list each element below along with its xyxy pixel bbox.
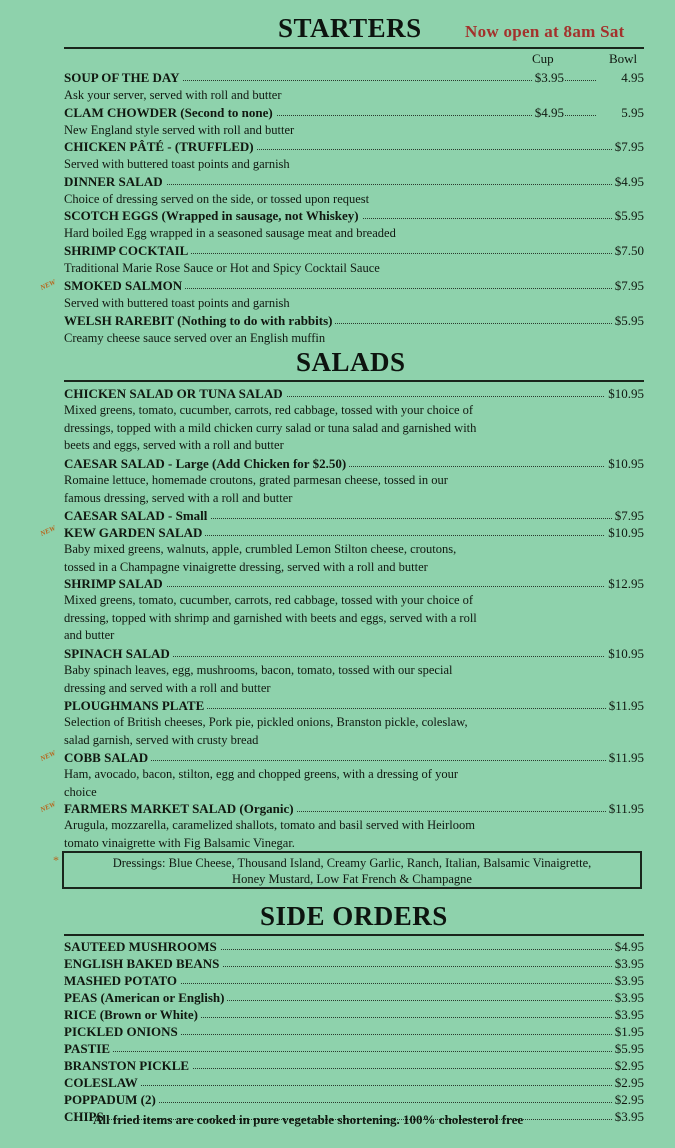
- menu-item: [64, 801, 644, 817]
- menu-item: [64, 456, 644, 472]
- menu-item: [64, 1058, 644, 1074]
- item-description: Selection of British cheeses, Pork pie, pickled onions, Branston pickle, coleslaw, salad garnish, served with crusty bread: [64, 715, 468, 747]
- item-price: $10.95: [605, 386, 644, 402]
- item-price: $3.95: [612, 956, 644, 972]
- new-badge: NEW: [39, 749, 57, 763]
- item-price: $10.95: [605, 456, 644, 472]
- item-description: Mixed greens, tomato, cucumber, carrots, red cabbage, tossed with your choice of dressings, topped with a mild chicken curry salad or tuna salad and garnished with beets and eggs, served with a roll and butter: [64, 403, 477, 452]
- menu-item: [64, 1024, 644, 1040]
- menu-item: [64, 525, 644, 541]
- asterisk-icon: *: [53, 853, 59, 867]
- item-description: Romaine lettuce, homemade croutons, grated parmesan cheese, tossed in our famous dressing, served with a roll and butter: [64, 473, 448, 505]
- item-description: Arugula, mozzarella, caramelized shallots, tomato and basil served with Heirloom tomato vinaigrette with Fig Balsamic Vinegar.: [64, 818, 475, 850]
- item-name: CHICKEN SALAD OR TUNA SALAD: [64, 386, 286, 402]
- item-price: $7.50: [612, 243, 644, 259]
- menu-item: [64, 698, 644, 714]
- side-orders-title: SIDE ORDERS: [260, 901, 448, 931]
- item-price: $5.95: [612, 1041, 644, 1057]
- menu-item: [64, 1092, 644, 1108]
- menu-item: [64, 576, 644, 592]
- menu-item: [64, 243, 644, 259]
- item-price: $1.95: [612, 1024, 644, 1040]
- salads-rule: [64, 380, 644, 382]
- item-description: Choice of dressing served on the side, or tossed upon request: [64, 192, 370, 206]
- item-description: Baby spinach leaves, egg, mushrooms, bacon, tomato, tossed with our special dressing and served with a roll and butter: [64, 663, 453, 695]
- item-description: Mixed greens, tomato, cucumber, carrots, red cabbage, tossed with your choice of dressing, topped with shrimp and garnished with beets and eggs, served with a roll and butter: [64, 593, 477, 642]
- starters-title: STARTERS: [278, 13, 422, 43]
- menu-item: [64, 174, 644, 190]
- item-name: SHRIMP COCKTAIL: [64, 243, 191, 259]
- item-price: $11.95: [606, 750, 644, 766]
- item-description: Ask your server, served with roll and butter: [64, 88, 282, 102]
- item-name: DINNER SALAD: [64, 174, 166, 190]
- item-price: $3.95: [612, 1007, 644, 1023]
- menu-item: [64, 70, 644, 86]
- menu-item: [64, 278, 644, 294]
- item-name: RICE (Brown or White): [64, 1007, 201, 1023]
- new-badge: NEW: [39, 800, 57, 814]
- item-name: COLESLAW: [64, 1075, 141, 1091]
- menu-item: [64, 646, 644, 662]
- item-name: SOUP OF THE DAY: [64, 70, 182, 86]
- item-name: SMOKED SALMON: [64, 278, 185, 294]
- item-name: BRANSTON PICKLE: [64, 1058, 192, 1074]
- opening-hours-note: Now open at 8am Sat: [465, 22, 625, 41]
- menu-item: [64, 105, 644, 121]
- item-name: PASTIE: [64, 1041, 113, 1057]
- item-price-bowl: 5.95: [596, 105, 644, 121]
- item-price: $10.95: [605, 646, 644, 662]
- item-price: $11.95: [606, 698, 644, 714]
- item-name: CHICKEN PÂTÉ - (TRUFFLED): [64, 139, 257, 155]
- bowl-column-header: Bowl: [609, 51, 638, 66]
- footer-note: All fried items are cooked in pure vegetable shortening. 100% cholesterol free: [93, 1112, 524, 1127]
- item-price: $3.95: [612, 990, 644, 1006]
- item-price: $12.95: [605, 576, 644, 592]
- item-price: $7.95: [612, 139, 644, 155]
- item-name: KEW GARDEN SALAD: [64, 525, 205, 541]
- item-name: SAUTEED MUSHROOMS: [64, 939, 220, 955]
- side-orders-rule: [64, 934, 644, 936]
- item-description: Served with buttered toast points and garnish: [64, 296, 290, 310]
- item-name: SCOTCH EGGS (Wrapped in sausage, not Whiskey): [64, 208, 362, 224]
- item-price: $5.95: [612, 208, 644, 224]
- menu-item: [64, 313, 644, 329]
- item-description: Traditional Marie Rose Sauce or Hot and Spicy Cocktail Sauce: [64, 261, 380, 275]
- item-description: Baby mixed greens, walnuts, apple, crumbled Lemon Stilton cheese, croutons, tossed in a Champagne vinaigrette dressing, served with a roll and butter: [64, 542, 457, 574]
- item-price: $10.95: [605, 525, 644, 541]
- menu-item: [64, 139, 644, 155]
- menu-item: [64, 956, 644, 972]
- item-name: WELSH RAREBIT (Nothing to do with rabbits): [64, 313, 335, 329]
- item-price-cup: $4.95: [532, 105, 564, 121]
- item-name: CHIPS: [64, 1109, 107, 1125]
- item-name: SHRIMP SALAD: [64, 576, 166, 592]
- item-price: $2.95: [612, 1058, 644, 1074]
- item-price: $11.95: [606, 801, 644, 817]
- menu-item: [64, 508, 644, 524]
- menu-item: [64, 208, 644, 224]
- item-price: $2.95: [612, 1092, 644, 1108]
- item-description: Creamy cheese sauce served over an English muffin: [64, 331, 326, 345]
- salads-title: SALADS: [296, 347, 406, 377]
- dressings-line: Dressings: Blue Cheese, Thousand Island, Creamy Garlic, Ranch, Italian, Balsamic Vinaigrette,: [112, 856, 592, 870]
- item-price: $7.95: [612, 508, 644, 524]
- new-badge: NEW: [39, 524, 57, 538]
- item-name: PEAS (American or English): [64, 990, 227, 1006]
- new-badge: NEW: [39, 278, 57, 292]
- item-price-cup: $3.95: [532, 70, 564, 86]
- menu-item: [64, 1041, 644, 1057]
- item-name: SPINACH SALAD: [64, 646, 173, 662]
- item-price: $3.95: [612, 973, 644, 989]
- item-description: Served with buttered toast points and garnish: [64, 157, 290, 171]
- item-price: $4.95: [612, 174, 644, 190]
- item-name: MASHED POTATO: [64, 973, 180, 989]
- item-name: PICKLED ONIONS: [64, 1024, 181, 1040]
- item-name: PLOUGHMANS PLATE: [64, 698, 207, 714]
- item-price-bowl: 4.95: [596, 70, 644, 86]
- item-name: CAESAR SALAD - Large (Add Chicken for $2.50): [64, 456, 349, 472]
- item-description: Ham, avocado, bacon, stilton, egg and chopped greens, with a dressing of your choice: [64, 767, 458, 799]
- item-price: $3.95: [612, 1109, 644, 1125]
- dressings-box: [62, 851, 642, 889]
- item-price: $2.95: [612, 1075, 644, 1091]
- menu-item: [64, 386, 644, 402]
- item-name: FARMERS MARKET SALAD (Organic): [64, 801, 297, 817]
- menu-item: [64, 1007, 644, 1023]
- starters-rule: [64, 47, 644, 49]
- item-name: ENGLISH BAKED BEANS: [64, 956, 222, 972]
- menu-item: [64, 939, 644, 955]
- item-name: COBB SALAD: [64, 750, 151, 766]
- item-price: $4.95: [612, 939, 644, 955]
- dressings-line: Honey Mustard, Low Fat French & Champagne: [232, 872, 472, 886]
- item-name: POPPADUM (2): [64, 1092, 159, 1108]
- item-price: $5.95: [612, 313, 644, 329]
- menu-item: [64, 750, 644, 766]
- item-name: CAESAR SALAD - Small: [64, 508, 210, 524]
- item-price: $7.95: [612, 278, 644, 294]
- cup-column-header: Cup: [532, 51, 554, 66]
- item-description: New England style served with roll and butter: [64, 123, 295, 137]
- menu-item: [64, 973, 644, 989]
- item-name: CLAM CHOWDER (Second to none): [64, 105, 276, 121]
- item-description: Hard boiled Egg wrapped in a seasoned sausage meat and breaded: [64, 226, 396, 240]
- menu-item: [64, 1075, 644, 1091]
- menu-item: [64, 990, 644, 1006]
